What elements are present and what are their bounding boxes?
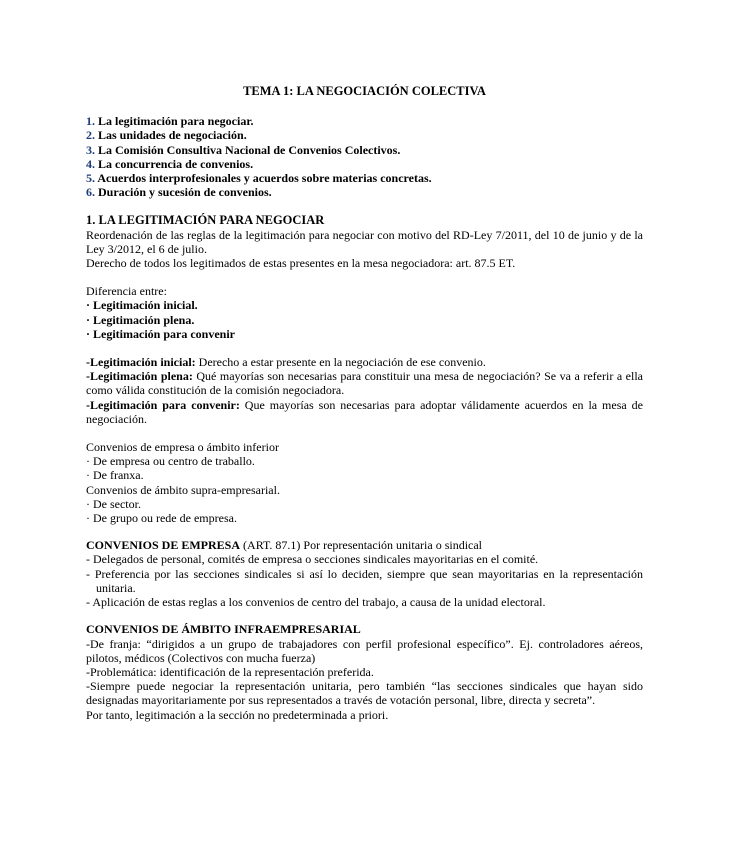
- infra-paragraph: -De franja: “dirigidos a un grupo de trabajadores con perfil profesional específico”. Ej. controladores aéreos, pilotos, médicos (Colectivos con mucha fuerza): [86, 636, 643, 665]
- empresa-heading: CONVENIOS DE EMPRESA: [86, 538, 241, 553]
- definition-term: -Legitimación plena:: [86, 369, 193, 384]
- definition: [86, 369, 643, 397]
- index-text: La concurrencia de convenios.: [98, 156, 254, 171]
- index-item: [86, 143, 643, 157]
- index-item: [86, 171, 643, 185]
- document-content: [86, 84, 643, 722]
- definition: [86, 355, 643, 369]
- index-text: Las unidades de negociación.: [98, 128, 247, 143]
- difference-item: · Legitimación para convenir: [86, 326, 235, 341]
- section-heading: 1. LA LEGITIMACIÓN PARA NEGOCIAR: [86, 213, 325, 228]
- convenio-line: · De franxa.: [86, 468, 144, 483]
- index-number: 1.: [86, 114, 95, 129]
- difference-intro: Diferencia entre:: [86, 284, 167, 299]
- index-item: [86, 185, 643, 199]
- convenio-line: · De sector.: [86, 496, 141, 511]
- index-number: 3.: [86, 142, 95, 157]
- empresa-heading-rest: (ART. 87.1) Por representación unitaria o sindical: [240, 538, 483, 553]
- index-item: [86, 114, 643, 128]
- convenio-line: · De empresa ou centro de traballo.: [86, 454, 255, 469]
- index-number: 2.: [86, 128, 95, 143]
- convenio-line: · De grupo ou rede de empresa.: [86, 511, 237, 526]
- definition-text: Que mayorías son necesarias para adoptar válidamente acuerdos en la mesa de negociación.: [86, 397, 643, 426]
- definition: [86, 398, 643, 426]
- empresa-item: - Delegados de personal, comités de empresa o secciones sindicales mayoritarias en el comité.: [86, 552, 539, 567]
- convenio-line: Convenios de ámbito supra-empresarial.: [86, 482, 280, 497]
- index-text: Acuerdos interprofesionales y acuerdos sobre materias concretas.: [97, 171, 432, 186]
- infra-paragraph: -Siempre puede negociar la representación unitaria, pero también “las secciones sindicales que hayan sido designadas mayoritariamente por sus representados a través de votación personal, libre, directa y secreta”.: [86, 679, 643, 708]
- definition-text: Derecho a estar presente en la negociación de ese convenio.: [195, 355, 486, 370]
- infra-paragraph: Por tanto, legitimación a la sección no predeterminada a priori.: [86, 707, 389, 722]
- index-number: 5.: [86, 171, 95, 186]
- infra-paragraph: -Problemática: identificación de la representación preferida.: [86, 664, 374, 679]
- index-number: 4.: [86, 156, 95, 171]
- difference-item: · Legitimación plena.: [86, 312, 195, 327]
- index-text: Duración y sucesión de convenios.: [98, 185, 272, 200]
- empresa-item: - Preferencia por las secciones sindicales si así lo deciden, siempre que sean mayoritarias en la representación unitaria.: [86, 566, 643, 595]
- index-text: La legitimación para negociar.: [98, 114, 254, 129]
- index-item: [86, 128, 643, 142]
- difference-item: · Legitimación inicial.: [86, 298, 198, 313]
- index-item: [86, 157, 643, 171]
- page-title: TEMA 1: LA NEGOCIACIÓN COLECTIVA: [243, 84, 486, 98]
- section-heading-empresa: [86, 538, 643, 552]
- definition-term: -Legitimación inicial:: [86, 355, 196, 370]
- section-heading-infra: CONVENIOS DE ÁMBITO INFRAEMPRESARIAL: [86, 622, 361, 637]
- paragraph: Reordenación de las reglas de la legitimación para negociar con motivo del RD-Ley 7/2011, del 10 de junio y de la Ley 3/2012, el 6 de julio.: [86, 227, 643, 256]
- definition-text: Qué mayorías son necesarias para constituir una mesa de negociación? Se va a referir a ella como válida constitución de la comisión negociadora.: [86, 369, 644, 398]
- index-number: 6.: [86, 185, 95, 200]
- empresa-item: - Aplicación de estas reglas a los convenios de centro del trabajo, a causa de la unidad electoral.: [86, 595, 546, 610]
- definition-term: -Legitimación para convenir:: [86, 397, 240, 412]
- paragraph: Derecho de todos los legitimados de estas presentes en la mesa negociadora: art. 87.5 ET.: [86, 256, 516, 271]
- convenio-line: Convenios de empresa o ámbito inferior: [86, 440, 279, 455]
- index-text: La Comisión Consultiva Nacional de Convenios Colectivos.: [98, 142, 401, 157]
- index-list: [86, 114, 643, 199]
